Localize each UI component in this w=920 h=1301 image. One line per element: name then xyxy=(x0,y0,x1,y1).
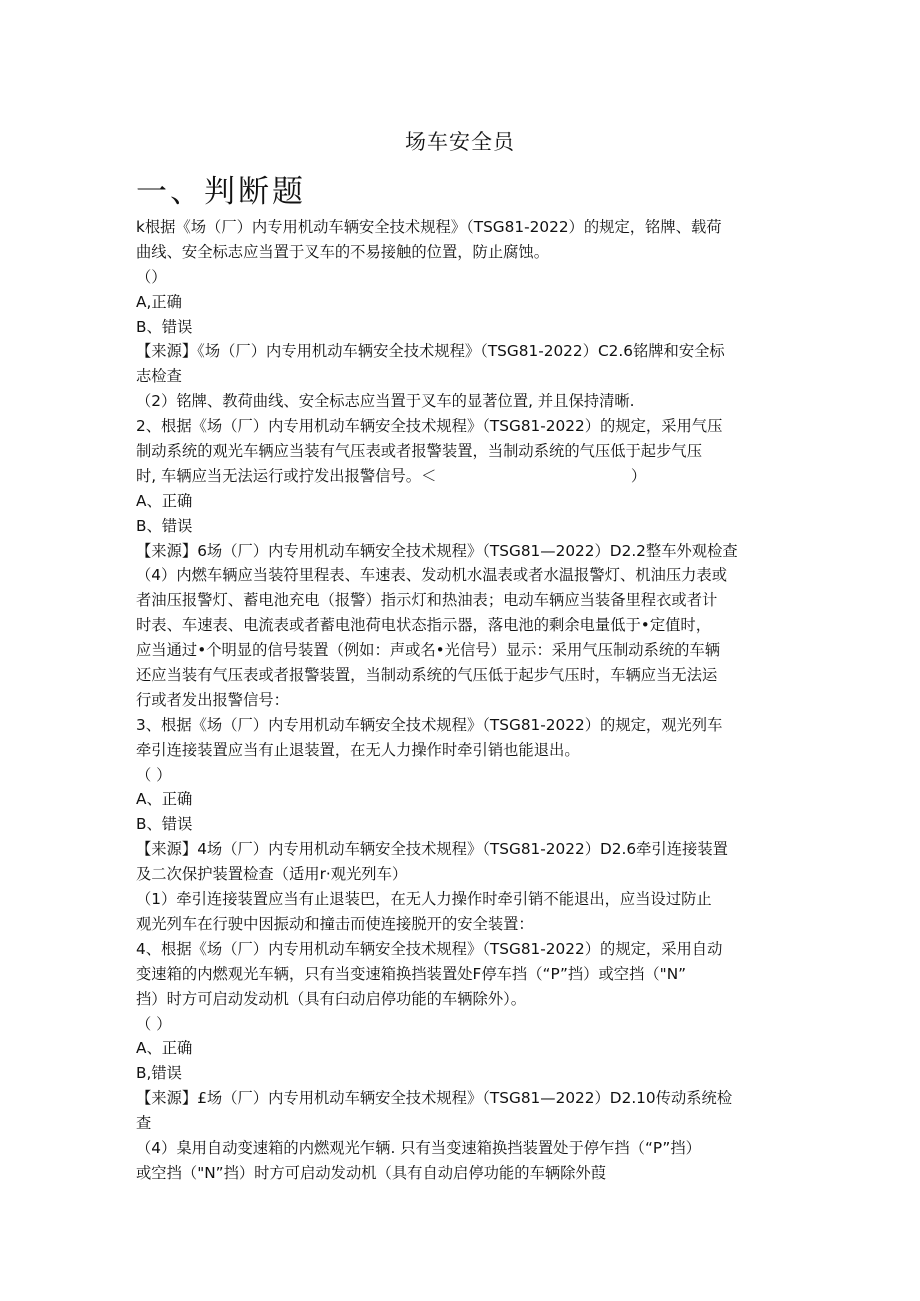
text-line: k根据《场（厂）内专用机动车辆安全技术规程》（TSG81-2022）的规定，铭牌、载荷 xyxy=(136,218,722,236)
text-line: 时, 车辆应当无法运行或拧发出报警信号。＜ ） xyxy=(136,466,647,485)
document-title: 场车安全员 xyxy=(405,130,515,154)
text-line: 查 xyxy=(136,1114,152,1133)
text-line: 4、根据《场（厂）内专用机动车辆安全技术规程》（TSG81-2022）的规定，采用自动 xyxy=(136,939,723,958)
document-body xyxy=(136,215,786,1186)
text-line: 及二次保护装置检查（适用r·观光列车） xyxy=(136,865,408,884)
text-line: 行或者发出报警信号： xyxy=(136,690,289,709)
text-line: 变速箱的内燃观光车辆，只有当变速箱换挡装置处F停车挡（“P”挡）或空挡（"N” xyxy=(136,964,687,983)
text-line: B,错误 xyxy=(136,1064,182,1083)
text-line: 【来源】£场（厂）内专用机动车辆安全技术规程》（TSG81—2022）D2.10传动系统检 xyxy=(136,1089,733,1108)
text-line: （2）铭牌、教荷曲线、安全标志应当置于叉车的显著位置, 并且保持清晰. xyxy=(136,392,635,411)
text-line: 应当通过•个明显的信号装置（例如：声或名•光信号）显示：采用气压制动系统的车辆 xyxy=(136,641,721,660)
text-line: （） xyxy=(136,267,167,286)
text-line: （4）内燃车辆应当装符里程表、车速表、发动机水温表或者水温报警灯、机油压力表或 xyxy=(136,566,728,585)
text-line: 者油压报警灯、蓄电池充电（报警）指示灯和热油表；电动车辆应当装备里程衣或者计 xyxy=(136,591,718,610)
text-line: A、正确 xyxy=(136,1039,193,1058)
text-line: （4）臬用自动变速箱的内燃观光乍辆. 只有当变速箱换挡装置处于停乍挡（“P”挡） xyxy=(136,1138,701,1157)
text-line: 时表、车速表、电流表或者蓄电池荷电状态指示器，落电池的剩余电量低于•定值时， xyxy=(136,616,712,635)
text-line: B、错误 xyxy=(136,516,193,535)
text-line: 或空挡（"N”挡）时方可启动发动机（具有自动启停功能的车辆除外葭 xyxy=(136,1163,607,1182)
text-line: 观光列车在行驶中因振动和撞击而使连接脱开的安全装置： xyxy=(136,914,534,933)
text-line: （ ） xyxy=(136,765,172,784)
text-line: 牵引连接装置应当有止退装置，在无人力操作时牵引销也能退出。 xyxy=(136,740,580,759)
section-heading: 一、判断题 xyxy=(136,174,306,210)
text-line: A、正确 xyxy=(136,491,193,510)
text-line: 2、根据《场（厂）内专用机动车辆安全技术规程》（TSG81-2022）的规定，采用气压 xyxy=(136,417,723,436)
text-line: 挡）时方可启动发动机（具有臼动启停功能的车辆除外）。 xyxy=(136,989,527,1008)
text-line: B、错误 xyxy=(136,317,193,336)
text-line: 制动系统的观光车辆应当装有气压表或者报警装置，当制动系统的气压低于起步气压 xyxy=(136,442,702,461)
text-line: 【来源】《场（厂）内专用机动车辆安全技术规程》（TSG81-2022）C2.6铭牌和安全标 xyxy=(136,342,725,361)
text-line: 曲线、安全标志应当置于叉车的不易接触的位置，防止腐蚀。 xyxy=(136,242,550,261)
text-line: 【来源】6场（厂）内专用机动车辆安全技术规程》（TSG81—2022）D2.2整车外观检查 xyxy=(136,541,738,560)
text-line: A,正确 xyxy=(136,292,182,311)
text-line: B、错误 xyxy=(136,815,193,834)
text-line: 【来源】4场（厂）内专用机动车辆安全技术规程》（TSG81-2022）D2.6牵引连接装置 xyxy=(136,840,728,859)
text-line: （ ） xyxy=(136,1014,172,1033)
text-line: （1）牵引连接装置应当有止退装巴，在无人力操作时牵引销不能退出，应当设过防止 xyxy=(136,890,712,909)
text-line: 3、根据《场（厂）内专用机动车辆安全技术规程》（TSG81-2022）的规定，观光列车 xyxy=(136,715,723,734)
text-line: 还应当装有气压表或者报警装置，当制动系统的气压低于起步气压时，车辆应当无法运 xyxy=(136,666,718,685)
text-line: 志检查 xyxy=(136,367,182,386)
text-line: A、正确 xyxy=(136,790,193,809)
